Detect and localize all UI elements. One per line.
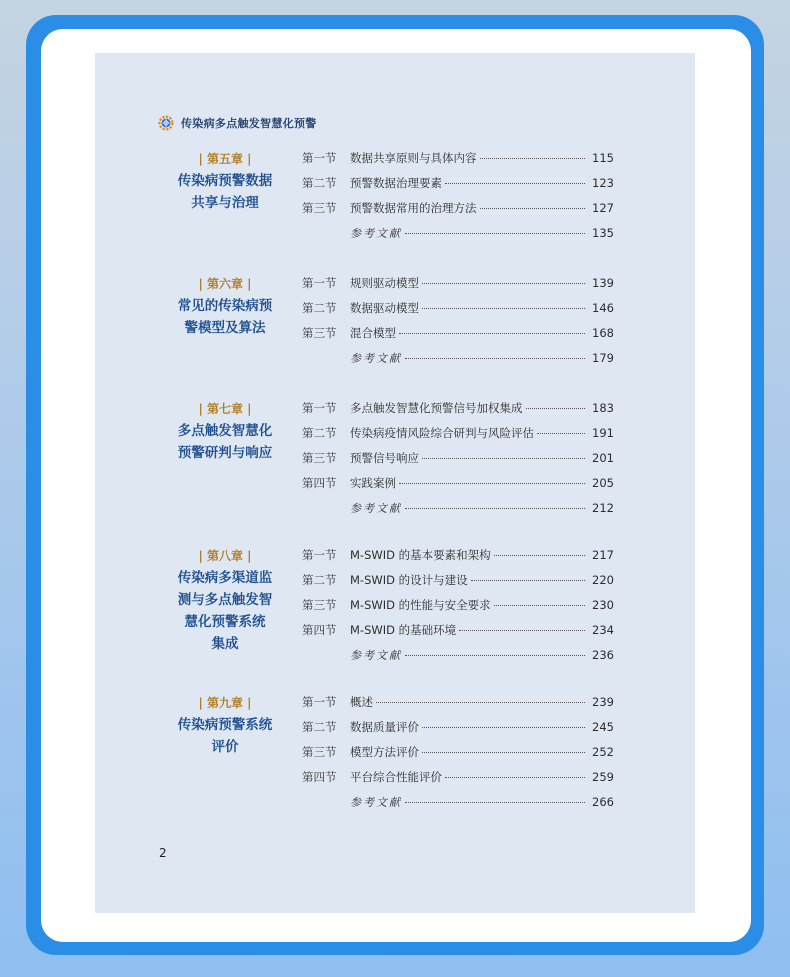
chapter-title-line: 共享与治理 <box>191 195 259 211</box>
section-title: 模型方法评价 <box>350 745 419 759</box>
chapter-title-line: 传染病多渠道监 <box>177 570 273 586</box>
chapter-title-line: 警模型及算法 <box>184 320 266 336</box>
leader-dots <box>480 158 586 159</box>
section-page-number: 191 <box>592 426 614 440</box>
chapter-sections <box>302 396 614 521</box>
section-title: 规则驱动模型 <box>350 276 419 290</box>
chapter-title-line: 多点触发智慧化 <box>177 423 273 439</box>
section-title: 传染病疫情风险综合研判与风险评估 <box>350 426 534 440</box>
leader-dots <box>405 508 585 509</box>
leader-dots <box>422 752 585 753</box>
leader-dots <box>526 408 586 409</box>
chapter-title-line: 测与多点触发智 <box>177 592 273 608</box>
chapter-title-line: 评价 <box>211 739 239 755</box>
leader-dots <box>494 555 585 556</box>
leader-dots <box>399 483 585 484</box>
chapter-heading <box>170 399 280 464</box>
chapter-sections <box>302 146 614 246</box>
section-number: 第二节 <box>302 426 337 440</box>
chapter-label: | 第六章 | <box>198 277 252 291</box>
chapter-heading <box>170 546 280 655</box>
section-number: 第一节 <box>302 151 337 165</box>
leader-dots <box>494 605 585 606</box>
leader-dots <box>422 727 585 728</box>
toc-section-entry[interactable] <box>302 421 614 446</box>
toc-section-entry[interactable] <box>302 321 614 346</box>
section-page-number: 183 <box>592 401 614 415</box>
section-page-number: 245 <box>592 720 614 734</box>
section-page-number: 115 <box>592 151 614 165</box>
leader-dots <box>422 308 585 309</box>
section-number: 第一节 <box>302 695 337 709</box>
section-number: 第三节 <box>302 201 337 215</box>
section-page-number: 127 <box>592 201 614 215</box>
toc-section-entry[interactable] <box>302 568 614 593</box>
chapter-title-line: 预警研判与响应 <box>177 445 273 461</box>
chapter-sections <box>302 271 614 371</box>
leader-dots <box>405 233 585 234</box>
section-title: M-SWID 的基础环境 <box>350 623 457 637</box>
section-title: 参考文献 <box>350 649 402 662</box>
chapter-title-line: 常见的传染病预 <box>177 298 273 314</box>
section-title: 预警数据治理要素 <box>350 176 442 190</box>
section-page-number: 168 <box>592 326 614 340</box>
gear-globe-icon <box>157 114 175 132</box>
toc-section-entry[interactable] <box>302 196 614 221</box>
book-page <box>95 53 695 913</box>
toc-section-entry[interactable] <box>302 740 614 765</box>
section-title: 数据驱动模型 <box>350 301 419 315</box>
leader-dots <box>422 458 585 459</box>
section-page-number: 179 <box>592 351 614 365</box>
chapter-heading <box>170 149 280 214</box>
section-page-number: 212 <box>592 501 614 515</box>
chapter-title-line: 集成 <box>211 636 239 652</box>
section-number: 第三节 <box>302 745 337 759</box>
toc-reference-entry[interactable] <box>302 643 614 668</box>
leader-dots <box>445 777 585 778</box>
section-page-number: 139 <box>592 276 614 290</box>
section-number: 第二节 <box>302 176 337 190</box>
section-page-number: 135 <box>592 226 614 240</box>
chapter-label: | 第九章 | <box>198 696 252 710</box>
section-page-number: 123 <box>592 176 614 190</box>
toc-reference-entry[interactable] <box>302 221 614 246</box>
section-number: 第三节 <box>302 326 337 340</box>
section-title: 数据质量评价 <box>350 720 419 734</box>
section-page-number: 239 <box>592 695 614 709</box>
section-title: 数据共享原则与具体内容 <box>350 151 477 165</box>
toc-reference-entry[interactable] <box>302 346 614 371</box>
section-title: M-SWID 的基本要素和架构 <box>350 548 491 562</box>
section-title: M-SWID 的设计与建设 <box>350 573 468 587</box>
section-page-number: 205 <box>592 476 614 490</box>
leader-dots <box>480 208 586 209</box>
section-number: 第一节 <box>302 548 337 562</box>
section-page-number: 234 <box>592 623 614 637</box>
leader-dots <box>471 580 585 581</box>
leader-dots <box>405 358 585 359</box>
section-title: M-SWID 的性能与安全要求 <box>350 598 491 612</box>
chapter-sections <box>302 690 614 815</box>
toc-section-entry[interactable] <box>302 446 614 471</box>
section-number: 第四节 <box>302 476 337 490</box>
chapter-title-line: 传染病预警数据 <box>177 173 273 189</box>
chapter-label: | 第五章 | <box>198 152 252 166</box>
toc-section-entry[interactable] <box>302 593 614 618</box>
section-number: 第二节 <box>302 573 337 587</box>
leader-dots <box>537 433 585 434</box>
section-title: 混合模型 <box>350 326 396 340</box>
section-page-number: 230 <box>592 598 614 612</box>
chapter-label: | 第七章 | <box>198 402 252 416</box>
section-page-number: 146 <box>592 301 614 315</box>
toc-section-entry[interactable] <box>302 715 614 740</box>
leader-dots <box>422 283 585 284</box>
section-page-number: 236 <box>592 648 614 662</box>
leader-dots <box>399 333 585 334</box>
toc-section-entry[interactable] <box>302 618 614 643</box>
section-title: 预警信号响应 <box>350 451 419 465</box>
toc-section-entry[interactable] <box>302 396 614 421</box>
chapter-sections <box>302 543 614 668</box>
section-page-number: 266 <box>592 795 614 809</box>
toc-section-entry[interactable] <box>302 146 614 171</box>
section-page-number: 201 <box>592 451 614 465</box>
section-number: 第二节 <box>302 301 337 315</box>
toc-section-entry[interactable] <box>302 171 614 196</box>
toc-section-entry[interactable] <box>302 471 614 496</box>
toc-section-entry[interactable] <box>302 690 614 715</box>
leader-dots <box>405 802 585 803</box>
leader-dots <box>376 702 585 703</box>
chapter-title-line: 慧化预警系统 <box>184 614 266 630</box>
section-title: 参考文献 <box>350 502 402 515</box>
toc-reference-entry[interactable] <box>302 790 614 815</box>
section-title: 参考文献 <box>350 352 402 365</box>
section-number: 第四节 <box>302 770 337 784</box>
toc-section-entry[interactable] <box>302 543 614 568</box>
section-number: 第一节 <box>302 401 337 415</box>
section-title: 概述 <box>350 695 373 709</box>
section-title: 平台综合性能评价 <box>350 770 442 784</box>
section-number: 第三节 <box>302 598 337 612</box>
leader-dots <box>445 183 585 184</box>
section-number: 第四节 <box>302 623 337 637</box>
header-title: 传染病多点触发智慧化预警 <box>181 117 317 130</box>
toc-section-entry[interactable] <box>302 271 614 296</box>
leader-dots <box>405 655 585 656</box>
section-page-number: 220 <box>592 573 614 587</box>
section-page-number: 259 <box>592 770 614 784</box>
chapter-heading <box>170 693 280 758</box>
section-number: 第二节 <box>302 720 337 734</box>
toc-reference-entry[interactable] <box>302 496 614 521</box>
section-page-number: 217 <box>592 548 614 562</box>
chapter-title-line: 传染病预警系统 <box>177 717 273 733</box>
section-title: 参考文献 <box>350 227 402 240</box>
chapter-heading <box>170 274 280 339</box>
chapter-label: | 第八章 | <box>198 549 252 563</box>
page-number: 2 <box>159 846 167 860</box>
toc-section-entry[interactable] <box>302 296 614 321</box>
section-title: 参考文献 <box>350 796 402 809</box>
section-number: 第三节 <box>302 451 337 465</box>
section-number: 第一节 <box>302 276 337 290</box>
section-title: 多点触发智慧化预警信号加权集成 <box>350 401 523 415</box>
toc-section-entry[interactable] <box>302 765 614 790</box>
leader-dots <box>459 630 585 631</box>
section-title: 实践案例 <box>350 476 396 490</box>
section-title: 预警数据常用的治理方法 <box>350 201 477 215</box>
section-page-number: 252 <box>592 745 614 759</box>
running-header <box>157 112 317 134</box>
